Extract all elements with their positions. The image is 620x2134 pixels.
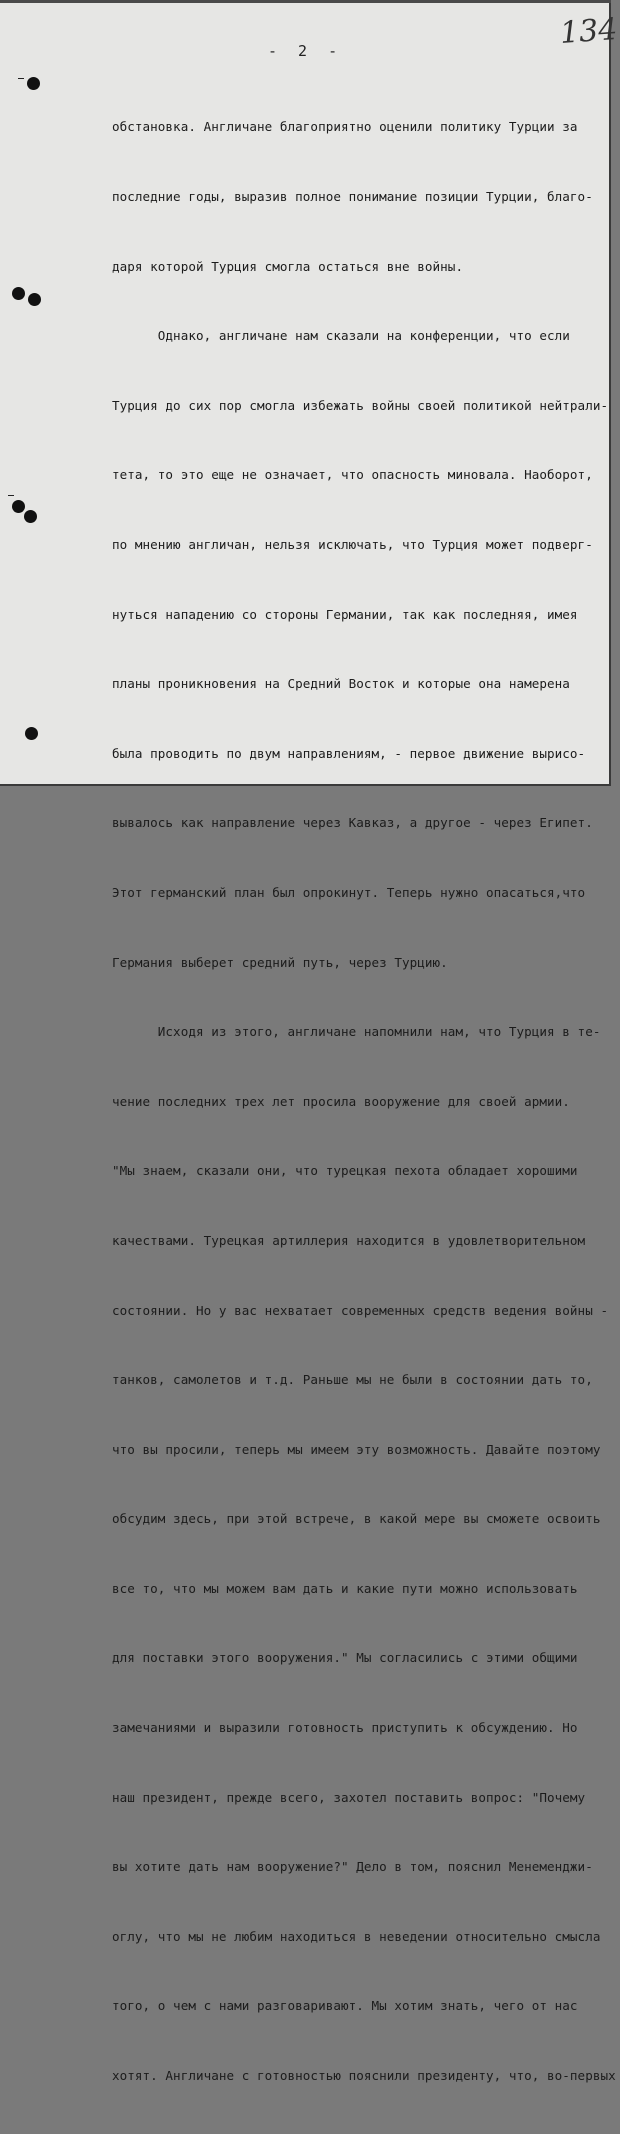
punch-hole-icon [12, 287, 25, 300]
text-line: что вы просили, теперь мы имеем эту возможность. Давайте поэтому [112, 1441, 601, 1457]
punch-hole-icon [28, 293, 41, 306]
text-line: планы проникновения на Средний Восток и которые она намерена [112, 676, 570, 692]
punch-hole-icon [12, 500, 25, 513]
text-line: состоянии. Но у вас нехватает современных средств ведения войны - [112, 1302, 609, 1318]
body-text [112, 69, 616, 2134]
text-line: того, о чем с нами разговаривают. Мы хотим знать, чего от нас [112, 1998, 578, 2014]
text-line: обстановка. Англичане благоприятно оценили политику Турции за [112, 119, 578, 135]
text-line: чение последних трех лет просила вооружение для своей армии. [112, 1093, 570, 1109]
text-line: даря которой Турция смогла остаться вне войны. [112, 258, 464, 274]
punch-hole-icon [24, 510, 37, 523]
punch-hole-icon [25, 727, 38, 740]
text-line: качествами. Турецкая артиллерия находится в удовлетворительном [112, 1232, 586, 1248]
text-line: танков, самолетов и т.д. Раньше мы не были в состоянии дать то, [112, 1372, 593, 1388]
text-line: наш президент, прежде всего, захотел поставить вопрос: "Почему [112, 1789, 586, 1805]
text-line: Турция до сих пор смогла избежать войны своей политикой нейтрали- [112, 397, 609, 413]
archive-page-number: 134 [558, 12, 619, 51]
punch-mark-icon [18, 78, 24, 79]
text-line: тета, то это еще не означает, что опасность миновала. Наоборот, [112, 467, 593, 483]
text-line: Однако, англичане нам сказали на конференции, что если [112, 328, 570, 344]
page-number: - 2 - [268, 42, 344, 60]
text-line: вы хотите дать нам вооружение?" Дело в том, пояснил Менеменджи- [112, 1859, 593, 1875]
text-line: последние годы, выразив полное понимание позиции Турции, благо- [112, 189, 593, 204]
text-line: Этот германский план был опрокинут. Теперь нужно опасаться,что [112, 884, 586, 900]
text-line: вывалось как направление через Кавказ, а другое - через Египет. [112, 815, 593, 831]
page-top-edge [0, 0, 611, 3]
punch-hole-icon [27, 77, 40, 90]
text-line: нуться нападению со стороны Германии, так как последняя, имея [112, 606, 578, 622]
text-line: Германия выберет средний путь, через Турцию. [112, 954, 448, 970]
text-line: Исходя из этого, англичане напомнили нам, что Турция в те- [112, 1024, 601, 1040]
punch-mark-icon [8, 495, 14, 496]
text-line: "Мы знаем, сказали они, что турецкая пехота обладает хорошими [112, 1163, 578, 1179]
text-line: по мнению англичан, нельзя исключать, что Турция может подверг- [112, 536, 593, 552]
text-line: оглу, что мы не любим находиться в неведении относительно смысла [112, 1928, 601, 1944]
text-line: для поставки этого вооружения." Мы согласились с этими общими [112, 1650, 578, 1666]
text-line: хотят. Англичане с готовностью пояснили президенту, что, во-первых [112, 2068, 616, 2084]
text-line: обсудим здесь, при этой встрече, в какой мере вы сможете освоить [112, 1511, 601, 1527]
text-line: была проводить по двум направлениям, - первое движение вырисо- [112, 745, 586, 761]
text-line: замечаниями и выразили готовность приступить к обсуждению. Но [112, 1720, 578, 1736]
text-line: все то, что мы можем вам дать и какие пути можно использовать [112, 1580, 578, 1596]
